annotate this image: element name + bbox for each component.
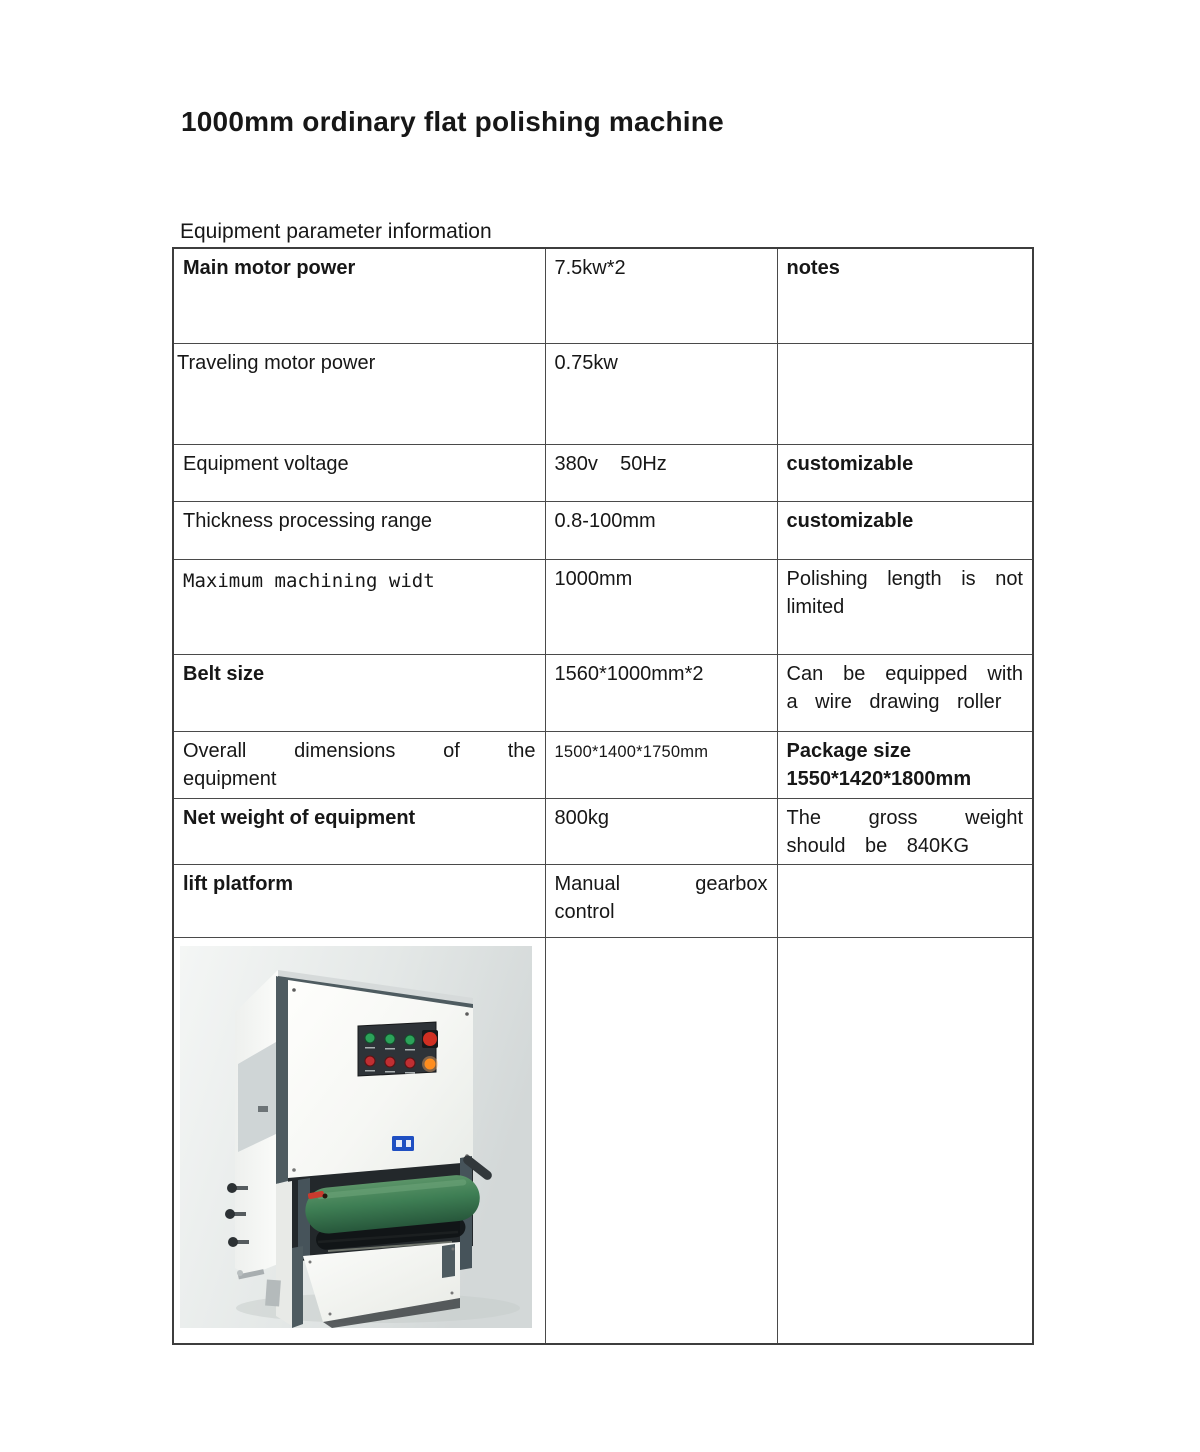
spec-value-overall-dimensions: 1500*1400*1750mm (545, 731, 777, 798)
table-row (173, 501, 1033, 559)
spec-note-equipment-voltage: customizable (777, 444, 1033, 501)
machine-photo-cell (173, 937, 545, 1344)
spec-value-main-motor-power: 7.5kw*2 (545, 248, 777, 343)
table-row (173, 864, 1033, 937)
metal-foot (265, 1279, 281, 1306)
control-panel (358, 1022, 438, 1076)
spec-label-equipment-voltage: Equipment voltage (173, 444, 545, 501)
brand-logo (392, 1136, 414, 1151)
green-button-icon (405, 1035, 415, 1045)
empty-cell (777, 937, 1033, 1344)
spec-value-lift-platform: Manual gearbox control (545, 864, 777, 937)
emergency-stop-button (423, 1032, 437, 1046)
spec-value-belt-size: 1560*1000mm*2 (545, 654, 777, 731)
spec-note-traveling-motor-power (777, 343, 1033, 444)
machine-photo (180, 946, 532, 1328)
orange-indicator-light (425, 1058, 436, 1069)
equipment-parameter-table (172, 247, 1034, 1345)
spec-value-max-machining-width: 1000mm (545, 559, 777, 654)
spec-label-overall-dimensions: Overall dimensions of the equipment (173, 731, 545, 798)
spec-label-belt-size: Belt size (173, 654, 545, 731)
table-row (173, 248, 1033, 343)
table-row (173, 731, 1033, 798)
spec-value-net-weight: 800kg (545, 798, 777, 864)
table-caption: Equipment parameter information (180, 220, 492, 243)
spec-note-package-size: Package size 1550*1420*1800mm (777, 731, 1033, 798)
table-row (173, 798, 1033, 864)
table-row (173, 654, 1033, 731)
spec-label-net-weight: Net weight of equipment (173, 798, 545, 864)
spec-note-belt-size: Can be equipped with a wire drawing roller (777, 654, 1033, 731)
red-button-icon (365, 1056, 375, 1066)
spec-label-traveling-motor-power: Traveling motor power (173, 343, 545, 444)
table-row (173, 444, 1033, 501)
side-bracket (258, 1106, 268, 1112)
green-button-icon (385, 1034, 395, 1044)
red-button-icon (405, 1058, 415, 1068)
spec-note-thickness-range: customizable (777, 501, 1033, 559)
red-button-icon (385, 1057, 395, 1067)
spec-label-max-machining-width: Maximum machining widt (173, 559, 545, 654)
page-title: 1000mm ordinary flat polishing machine (181, 106, 724, 137)
spec-value-traveling-motor-power: 0.75kw (545, 343, 777, 444)
spec-label-thickness-range: Thickness processing range (173, 501, 545, 559)
green-button-icon (365, 1033, 375, 1043)
spec-note-max-machining-width: Polishing length is not limited (777, 559, 1033, 654)
table-row (173, 343, 1033, 444)
spec-value-thickness-range: 0.8-100mm (545, 501, 777, 559)
lower-left-trim (292, 1246, 303, 1328)
spec-note-lift-platform (777, 864, 1033, 937)
front-left-trim (276, 976, 288, 1184)
empty-cell (545, 937, 777, 1344)
spec-label-main-motor-power: Main motor power (173, 248, 545, 343)
spec-value-equipment-voltage: 380v 50Hz (545, 444, 777, 501)
spec-label-lift-platform: lift platform (173, 864, 545, 937)
spec-note-gross-weight: The gross weight should be 840KG (777, 798, 1033, 864)
table-row-photo (173, 937, 1033, 1344)
notes-column-header: notes (777, 248, 1033, 343)
table-row (173, 559, 1033, 654)
machine-front-panel (288, 980, 473, 1178)
